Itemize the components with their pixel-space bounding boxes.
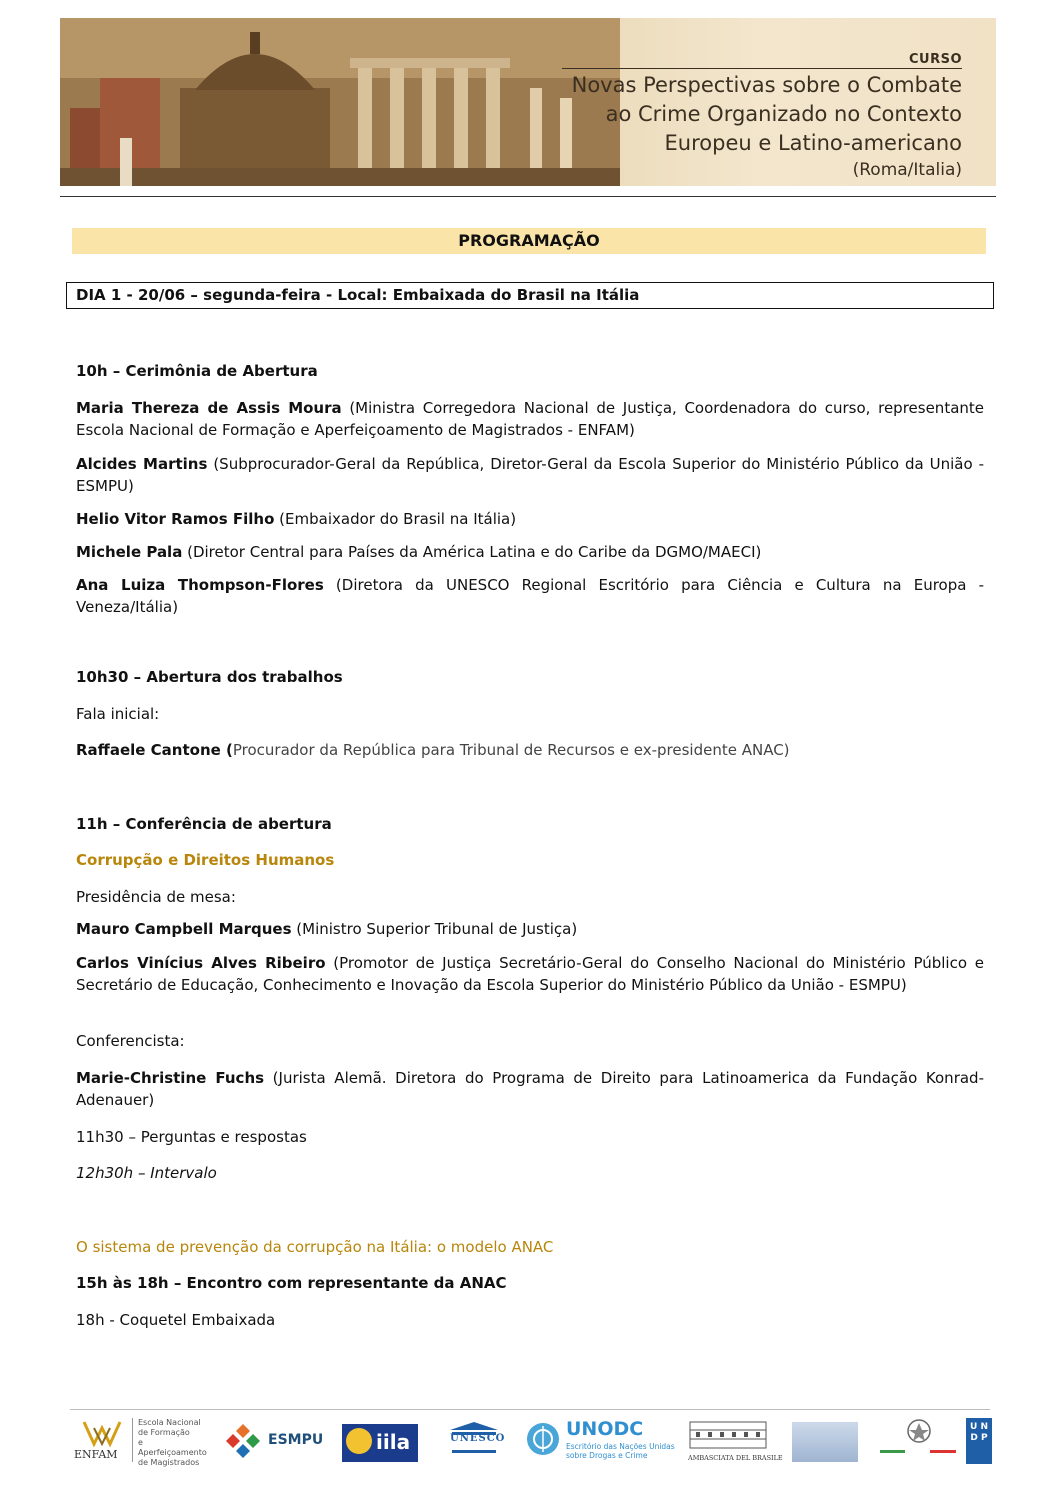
speaker-entry (76, 541, 984, 563)
enfam-acronym: ENFAM (74, 1448, 118, 1461)
enfam-logo (74, 1418, 207, 1467)
speaker-entry (76, 918, 984, 940)
role-label: Presidência de mesa: (76, 888, 236, 906)
partner-logos (74, 1418, 994, 1466)
session-time-title: 15h às 18h – Encontro com representante da ANAC (76, 1274, 507, 1292)
role-label: Fala inicial: (76, 705, 160, 723)
enfam-desc-line: Escola Nacional (138, 1418, 201, 1427)
roman-forum-illustration (60, 18, 620, 186)
speaker-role: (Subprocurador-Geral da República, Diretor-Geral da Escola Superior do Ministério Público da União - ESMPU) (76, 455, 984, 495)
program-title-bar (72, 228, 986, 254)
theme-title: O sistema de prevenção da corrupção na Itália: o modelo ANAC (76, 1238, 554, 1256)
unesco-logo (446, 1418, 506, 1466)
undp-text: U N (970, 1422, 988, 1432)
embassy-name: AMBASCIATA DEL BRASILE (688, 1454, 783, 1462)
unodc-subtitle: Escritório das Nações Unidas (566, 1442, 675, 1451)
enfam-desc-line: de Formação (138, 1428, 190, 1437)
italian-ministry-logo (880, 1418, 956, 1466)
course-location: (Roma/Italia) (852, 160, 962, 180)
speaker-name: Alcides Martins (76, 455, 208, 473)
speaker-entry (76, 952, 984, 996)
globe-icon (346, 1428, 372, 1454)
undp-logo (966, 1418, 992, 1466)
speaker-role: (Ministra Corregedora Nacional de Justiça, Coordenadora do curso, representante Escola Nacional de Formação e Aperfeiçoamento de Magistrados - ENFAM) (76, 399, 985, 439)
speaker-entry (76, 739, 984, 761)
speaker-name: Michele Pala (76, 543, 183, 561)
speaker-name: Mauro Campbell Marques (76, 920, 292, 938)
esmpu-logo (224, 1418, 324, 1466)
header-banner (60, 18, 996, 186)
program-title: PROGRAMAÇÃO (458, 231, 600, 250)
unodc-name: UNODC (566, 1418, 644, 1440)
unesco-name: UNESCO (450, 1433, 506, 1444)
course-title-line-1: Novas Perspectivas sobre o Combate (571, 73, 962, 97)
session-time-title: 10h – Cerimônia de Abertura (76, 362, 318, 380)
header-divider (60, 196, 996, 197)
speaker-entry (76, 1067, 984, 1111)
role-label: Conferencista: (76, 1032, 185, 1050)
speaker-name: Helio Vitor Ramos Filho (76, 510, 275, 528)
course-title-line-3: Europeu e Latino-americano (664, 131, 962, 155)
session-theme (76, 1236, 984, 1258)
day-header-box (66, 282, 994, 309)
speaker-role: (Ministro Superior Tribunal de Justiça) (291, 920, 578, 938)
speaker-name: Carlos Vinícius Alves Ribeiro (76, 954, 326, 972)
partner-image (792, 1422, 858, 1462)
speaker-role: (Jurista Alemã. Diretora do Programa de Direito para Latinoamerica da Fundação Konrad-Adenauer) (76, 1069, 984, 1109)
session-theme (76, 849, 984, 871)
iila-name: iila (376, 1430, 411, 1454)
speaker-role: Procurador da República para Tribunal de Recursos e ex-presidente ANAC) (232, 741, 790, 759)
enfam-desc-line: de Magistrados (138, 1458, 200, 1467)
break-slot: 12h30h – Intervalo (76, 1164, 217, 1182)
italian-flag-stripe (880, 1450, 956, 1453)
speaker-role: (Diretora da UNESCO Regional Escritório para Ciência e Cultura na Europa - Veneza/Itália) (76, 576, 985, 616)
speaker-name: Marie-Christine Fuchs (76, 1069, 265, 1087)
cocktail-slot: 18h - Coquetel Embaixada (76, 1311, 276, 1329)
embassy-logo (688, 1418, 783, 1466)
italian-emblem-icon (904, 1418, 934, 1444)
undp-text: D P (970, 1433, 988, 1443)
un-emblem-icon (526, 1422, 560, 1456)
speaker-entry (76, 508, 984, 530)
speaker-name: Raffaele Cantone (76, 741, 221, 759)
course-title-line-2: ao Crime Organizado no Contexto (605, 102, 962, 126)
unodc-logo (526, 1418, 676, 1466)
partner-photo-logo (792, 1418, 858, 1466)
day-header: DIA 1 - 20/06 – segunda-feira - Local: Embaixada do Brasil na Itália (76, 286, 640, 304)
qa-slot: 11h30 – Perguntas e respostas (76, 1128, 307, 1146)
course-kicker: CURSO (562, 52, 962, 69)
banner-title-block (562, 48, 962, 182)
session-heading (76, 360, 984, 382)
footer-divider (70, 1409, 990, 1410)
speaker-role: (Embaixador do Brasil na Itália) (274, 510, 517, 528)
speaker-entry (76, 574, 984, 618)
session-heading (76, 1272, 984, 1294)
esmpu-emblem-icon (224, 1422, 262, 1460)
paren-open: ( (220, 741, 233, 759)
session-heading (76, 666, 984, 688)
esmpu-name: ESMPU (268, 1432, 324, 1448)
session-time-title: 11h – Conferência de abertura (76, 815, 332, 833)
speaker-entry (76, 397, 984, 441)
unodc-subtitle: sobre Drogas e Crime (566, 1451, 648, 1460)
palazzo-building-icon (688, 1420, 768, 1450)
session-time-title: 10h30 – Abertura dos trabalhos (76, 668, 343, 686)
theme-title: Corrupção e Direitos Humanos (76, 851, 335, 869)
speaker-name: Ana Luiza Thompson-Flores (76, 576, 324, 594)
iila-logo (342, 1418, 418, 1466)
session-heading (76, 813, 984, 835)
enfam-emblem-icon (80, 1418, 124, 1448)
speaker-name: Maria Thereza de Assis Moura (76, 399, 342, 417)
speaker-entry (76, 453, 984, 497)
speaker-role: (Promotor de Justiça Secretário-Geral do Conselho Nacional do Ministério Público e Secretário de Educação, Conhecimento e Inovação da Escola Superior do Ministério Público da União - ESMPU) (76, 954, 984, 994)
speaker-role: (Diretor Central para Países da América Latina e do Caribe da DGMO/MAECI) (182, 543, 762, 561)
enfam-desc-line: e Aperfeiçoamento (138, 1438, 207, 1457)
